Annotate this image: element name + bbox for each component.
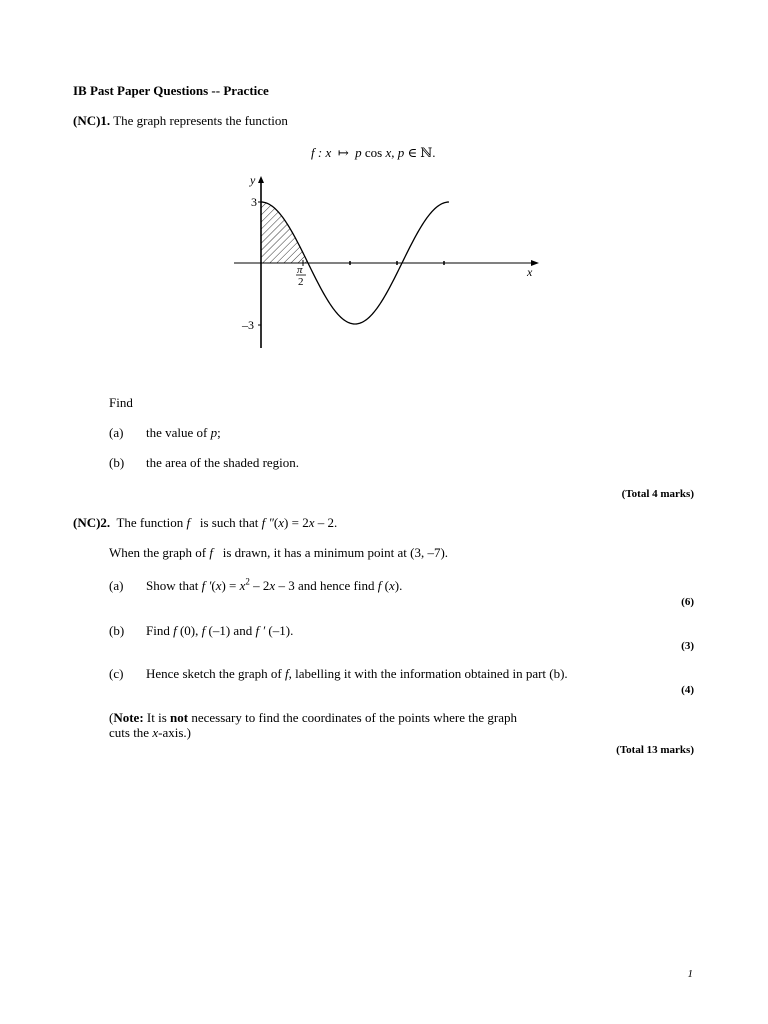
page-title: IB Past Paper Questions -- Practice <box>73 83 269 98</box>
q2a-x1: x <box>215 578 222 593</box>
q2-intro-b: is such that <box>190 515 262 530</box>
question-2-part-c-marks: (4) <box>681 684 694 696</box>
q2b-t4: (–1). <box>265 623 294 638</box>
note-t4: -axis.) <box>158 725 191 740</box>
q2-intro-c: ( <box>273 515 279 530</box>
question-2-note-line-2 <box>109 725 191 741</box>
part-label: (b) <box>109 455 125 470</box>
q2a-t4: – 2 <box>249 578 270 593</box>
find-label: Find <box>109 395 133 410</box>
q2b-t2: (0), <box>176 623 202 638</box>
q2c-t1: Hence sketch the graph of <box>146 666 285 681</box>
formula-p: p <box>355 145 362 160</box>
q2-intro-x: x <box>278 515 285 530</box>
question-2-part-a-marks: (6) <box>681 596 694 608</box>
formula-dot: . <box>432 145 436 160</box>
shaded-region <box>261 202 308 263</box>
q2b-f1: f <box>173 623 177 638</box>
question-2-total-marks: (Total 13 marks) <box>616 744 694 756</box>
q2-min-b: is drawn, it has a minimum point at (3, –7). <box>212 545 449 560</box>
note-bold-label: Note: <box>113 710 144 725</box>
note-x: x <box>152 725 159 740</box>
part-a-text: the value of <box>146 425 211 440</box>
q2b-t1: Find <box>146 623 174 638</box>
cosine-graph <box>228 170 548 355</box>
q2b-f2: f <box>201 623 206 638</box>
q2b-f3: f ′ <box>255 623 266 638</box>
formula-cos: cos <box>361 145 386 160</box>
question-1-total-marks: (Total 4 marks) <box>621 488 694 500</box>
part-a-var: p <box>210 425 218 440</box>
part-label: (a) <box>109 425 124 440</box>
formula-x2: x <box>385 145 392 160</box>
q2a-f2: f <box>377 578 382 593</box>
note-t3: cuts the <box>109 725 153 740</box>
formula-x: x <box>325 145 332 160</box>
y-axis-arrow <box>258 176 264 183</box>
question-2-minimum-line <box>109 545 448 561</box>
q2a-t2: ( <box>211 578 216 593</box>
part-text <box>146 578 402 594</box>
part-label: (a) <box>109 578 124 593</box>
part-text <box>146 623 293 639</box>
q2-intro-f: f <box>186 515 191 530</box>
q2a-t7: ). <box>394 578 403 593</box>
part-text <box>146 425 221 441</box>
question-2-label: (NC)2. <box>73 515 111 530</box>
formula-mapsto: ↦ <box>331 145 356 160</box>
q2a-t3: ) = <box>221 578 240 593</box>
function-definition <box>311 145 436 161</box>
formula-naturals: ℕ <box>420 145 433 160</box>
q2a-t5: – 3 and hence find <box>275 578 378 593</box>
q2-intro-f2: f ″ <box>261 515 274 530</box>
q2a-sup: 2 <box>245 576 250 587</box>
q2-intro-d: ) = 2 <box>284 515 309 530</box>
x-axis-label: x <box>527 265 533 279</box>
formula-f: f <box>311 145 315 160</box>
note-open: ( <box>109 710 114 725</box>
part-text <box>146 666 568 682</box>
q2-intro-e: – 2. <box>314 515 338 530</box>
part-label: (b) <box>109 623 125 638</box>
question-2-part-b-marks: (3) <box>681 640 694 652</box>
q2-min-f: f <box>209 545 213 560</box>
note-t2: necessary to find the coordinates of the points where the graph <box>188 710 517 725</box>
y-tick-label-minus-3: –3 <box>242 318 254 332</box>
question-1-label: (NC)1. <box>73 113 111 128</box>
q2a-f1: f ′ <box>201 578 212 593</box>
x-tick-label-2: 2 <box>298 276 304 288</box>
q2-intro-a: The function <box>116 515 187 530</box>
part-text: the area of the shaded region. <box>146 455 300 470</box>
question-2-note-line-1 <box>109 710 517 726</box>
formula-colon: : <box>314 145 326 160</box>
formula-p2: p <box>397 145 405 160</box>
q2c-f1: f <box>284 666 289 681</box>
question-2-intro-line <box>73 515 337 531</box>
formula-in: ∈ <box>404 145 421 160</box>
y-axis-label: y <box>250 173 256 187</box>
y-tick-label-3: 3 <box>251 195 257 209</box>
note-bold-not: not <box>170 710 189 725</box>
page-number: 1 <box>687 968 693 980</box>
q2a-x2: x <box>239 578 246 593</box>
note-t1: It is <box>143 710 171 725</box>
q2-intro-x2: x <box>308 515 315 530</box>
formula-comma: , <box>391 145 398 160</box>
part-a-end: ; <box>217 425 221 440</box>
q2c-t2: , labelling it with the information obtained in part (b). <box>288 666 568 681</box>
q2a-t1: Show that <box>146 578 202 593</box>
question-1-intro-line <box>73 113 288 129</box>
part-label: (c) <box>109 666 124 681</box>
q2a-x4: x <box>388 578 395 593</box>
question-1-intro: The graph represents the function <box>113 113 288 128</box>
q2-min-a: When the graph of <box>109 545 210 560</box>
x-tick-label-pi: π <box>297 264 303 276</box>
q2b-t3: (–1) and <box>205 623 256 638</box>
q2a-x3: x <box>269 578 276 593</box>
q2a-t6: ( <box>381 578 389 593</box>
